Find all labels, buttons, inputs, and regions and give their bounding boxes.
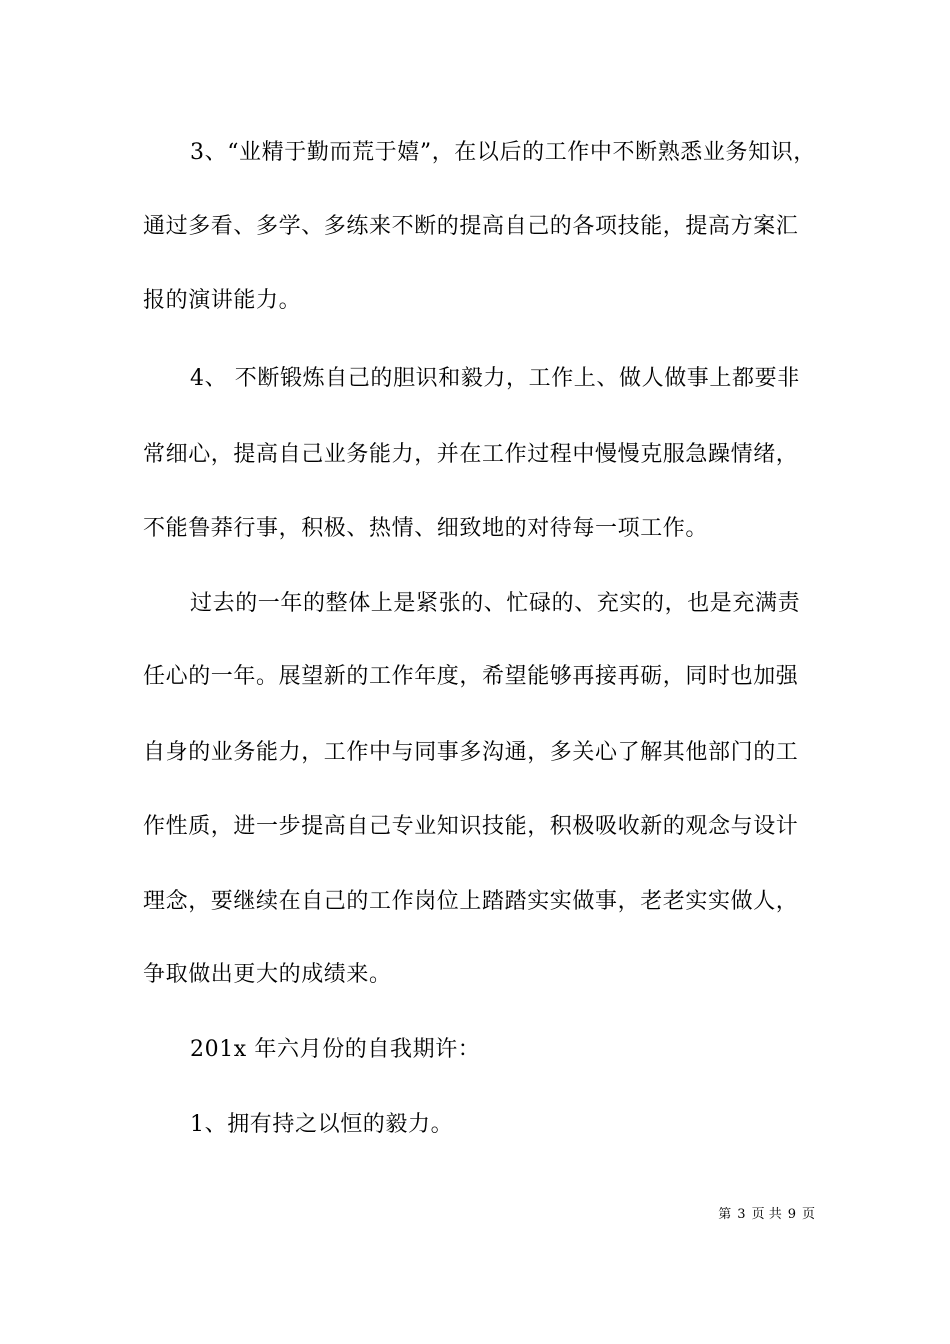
summary-paragraph-line-2: 任心的一年。展望新的工作年度，希望能够再接再砺，同时也加强 [143, 664, 799, 689]
footer-total-pages: 9 [787, 1207, 796, 1222]
summary-paragraph-line-1: 过去的一年的整体上是紧张的、忙碌的、充实的，也是充满责 [190, 591, 801, 616]
footer-prefix: 第 [718, 1207, 732, 1222]
page-footer [0, 1206, 815, 1224]
summary-paragraph-line-5: 理念，要继续在自己的工作岗位上踏踏实实做事，老老实实做人， [143, 889, 799, 914]
paragraph-4-line-2: 常细心，提高自己业务能力，并在工作过程中慢慢克服急躁情绪， [143, 442, 799, 467]
footer-middle: 页 共 [751, 1207, 782, 1222]
paragraph-3-line-2: 通过多看、多学、多练来不断的提高自己的各项技能，提高方案汇 [143, 214, 799, 239]
footer-current-page: 3 [737, 1207, 746, 1222]
paragraph-3-line-1: 3、“业精于勤而荒于嬉”，在以后的工作中不断熟悉业务知识， [190, 140, 816, 165]
summary-paragraph-line-3: 自身的业务能力，工作中与同事多沟通，多关心了解其他部门的工 [143, 740, 799, 765]
self-expectation-item-1: 1、拥有持之以恒的毅力。 [190, 1112, 454, 1137]
summary-paragraph-line-6: 争取做出更大的成绩来。 [143, 962, 392, 987]
paragraph-4-line-1: 4、 不断锻炼自己的胆识和毅力，工作上、做人做事上都要非 [190, 366, 800, 391]
paragraph-3-line-3: 报的演讲能力。 [143, 288, 302, 313]
self-expectation-heading: 201x 年六月份的自我期许： [190, 1037, 481, 1062]
summary-paragraph-line-4: 作性质，进一步提高自己专业知识技能，积极吸收新的观念与设计 [143, 814, 799, 839]
paragraph-4-line-3: 不能鲁莽行事，积极、热情、细致地的对待每一项工作。 [143, 516, 709, 541]
footer-suffix: 页 [801, 1207, 815, 1222]
